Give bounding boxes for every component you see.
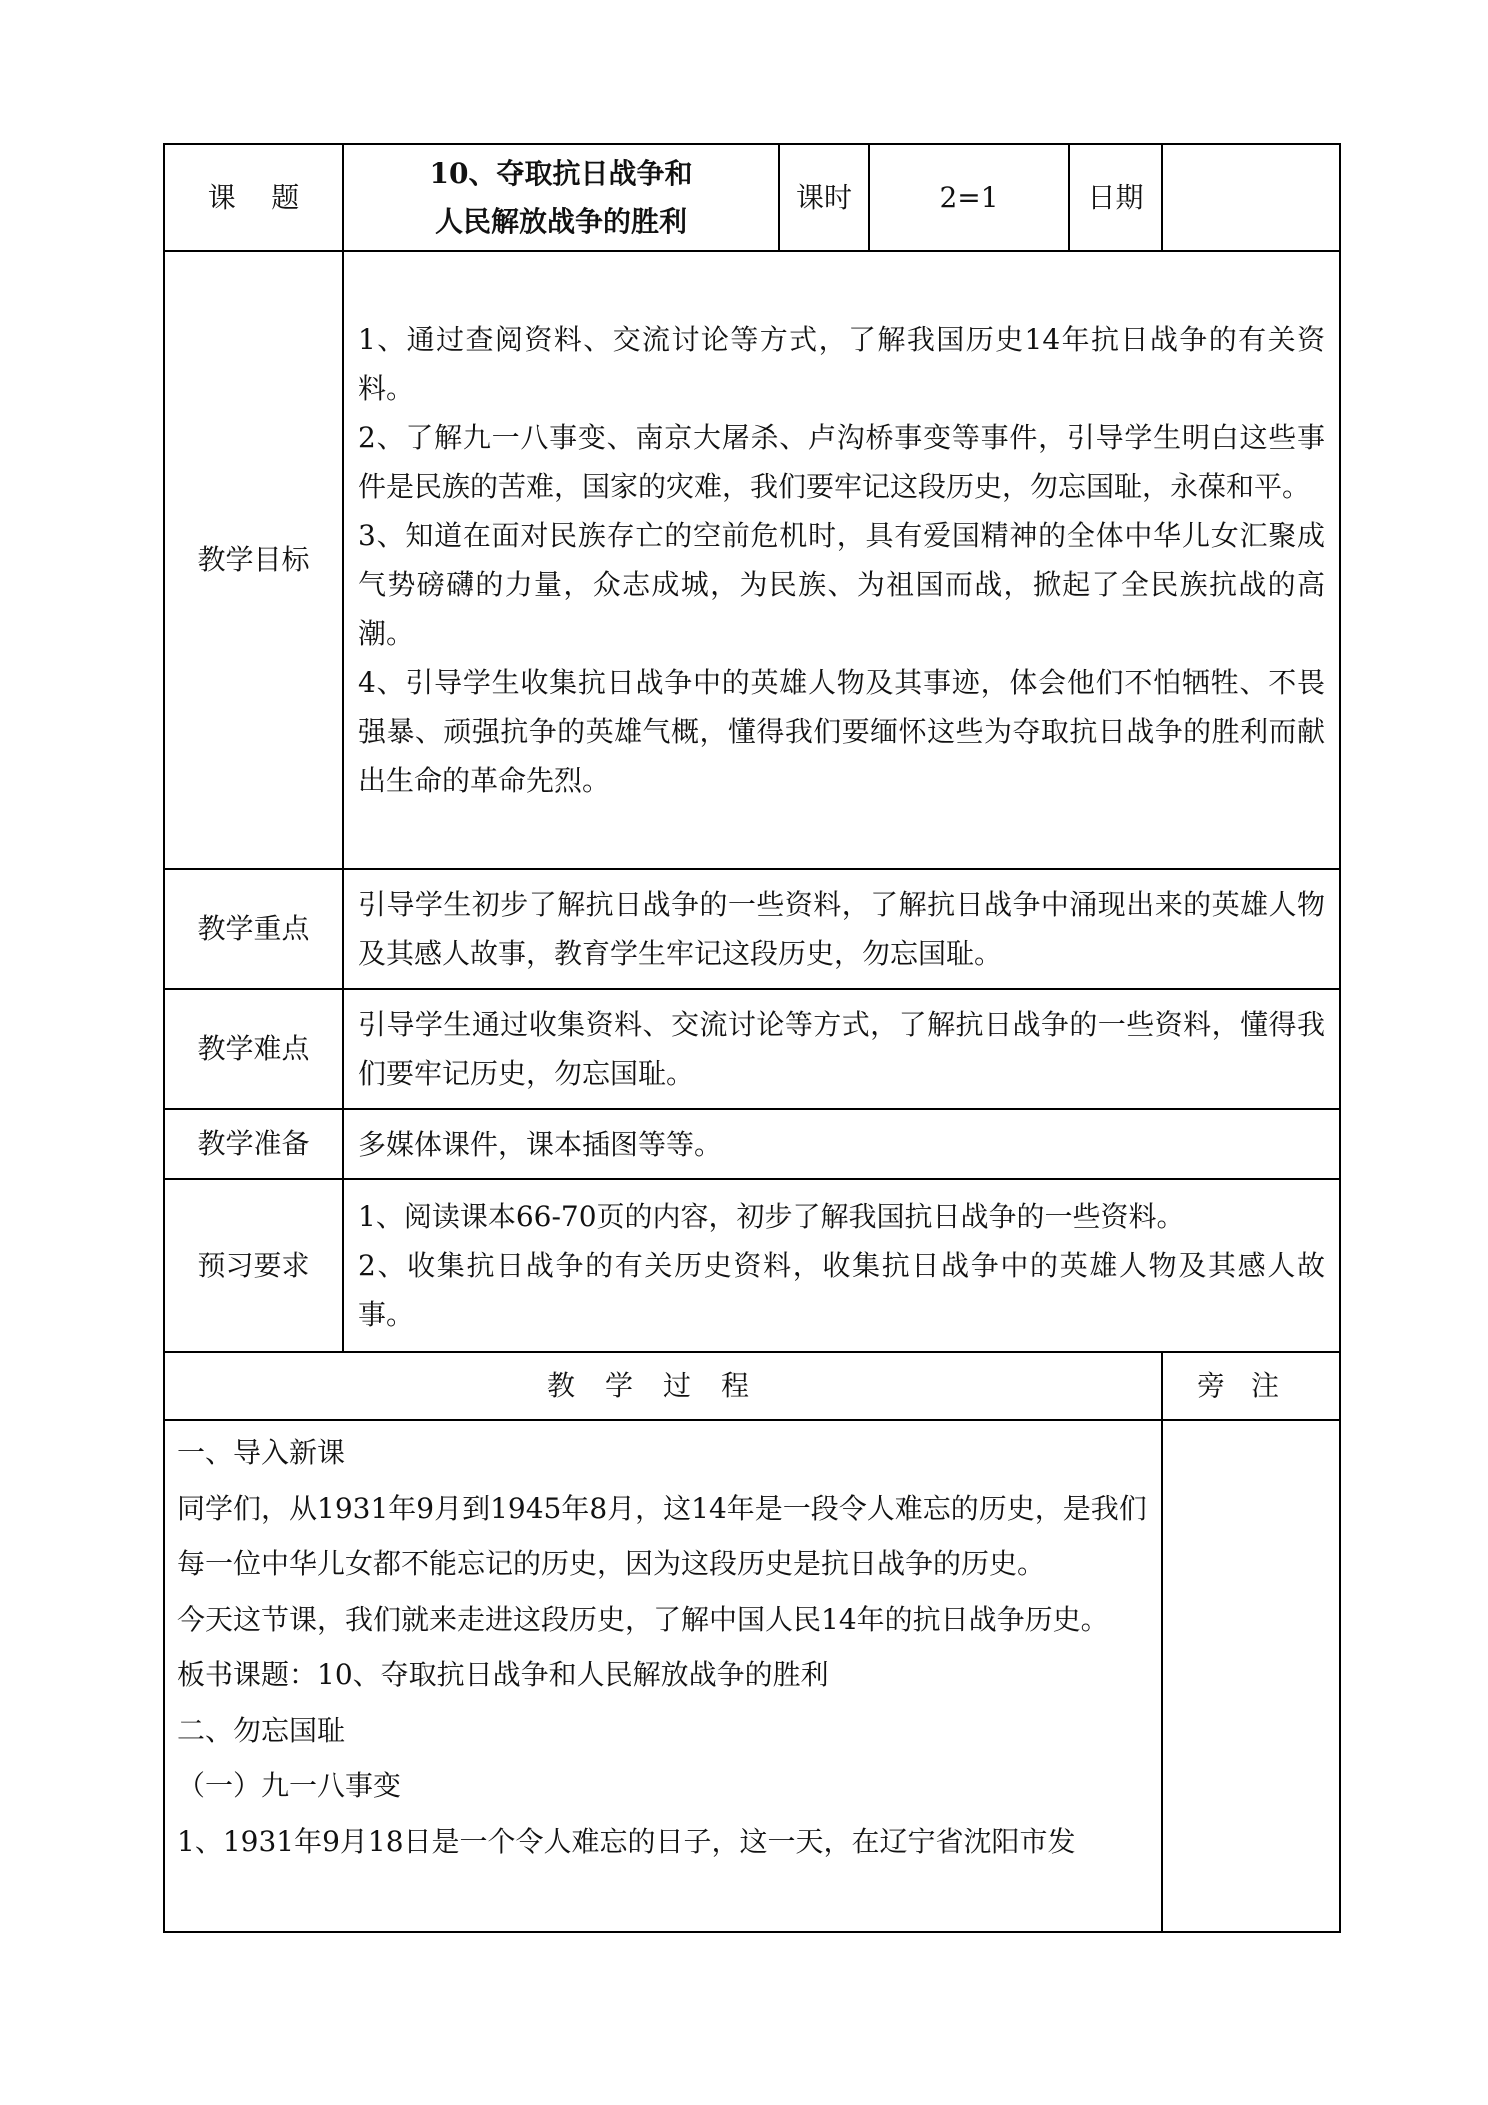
period-value: 2=1 (869, 144, 1069, 251)
lesson-title (343, 144, 779, 251)
process-heading: 教学过程 (164, 1352, 1162, 1420)
difficulties-row (164, 989, 1340, 1109)
header-row (164, 144, 1340, 251)
date-value (1162, 144, 1340, 251)
lesson-plan-table (163, 143, 1341, 1933)
process-line: 1、1931年9月18日是一个令人难忘的日子，这一天，在辽宁省沈阳市发 (177, 1824, 1076, 1858)
preparation-content: 多媒体课件，课本插图等等。 (343, 1109, 1340, 1179)
key-points-label: 教学重点 (164, 869, 343, 989)
period-label: 课时 (779, 144, 869, 251)
process-line: 一、导入新课 (177, 1436, 346, 1469)
difficulties-label: 教学难点 (164, 989, 343, 1109)
preparation-row (164, 1109, 1340, 1179)
side-notes-content (1162, 1420, 1340, 1932)
key-points-content: 引导学生初步了解抗日战争的一些资料，了解抗日战争中涌现出来的英雄人物及其感人故事，教育学生牢记这段历史，勿忘国耻。 (343, 869, 1340, 989)
key-points-row (164, 869, 1340, 989)
objective-item: 4、引导学生收集抗日战争中的英雄人物及其事迹，体会他们不怕牺牲、不畏强暴、顽强抗争的英雄气概，懂得我们要缅怀这些为夺取抗日战争的胜利而献出生命的革命先烈。 (358, 666, 1325, 797)
preview-row (164, 1179, 1340, 1352)
preparation-label: 教学准备 (164, 1109, 343, 1179)
process-line: 同学们，从1931年9月到1945年8月，这14年是一段令人难忘的历史，是我们每一位中华儿女都不能忘记的历史，因为这段历史是抗日战争的历史。 (177, 1491, 1147, 1580)
topic-label: 课 题 (164, 144, 343, 251)
difficulties-content: 引导学生通过收集资料、交流讨论等方式，了解抗日战争的一些资料，懂得我们要牢记历史，勿忘国耻。 (343, 989, 1340, 1109)
lesson-title-line-2: 人民解放战争的胜利 (434, 204, 687, 238)
process-line: 板书课题：10、夺取抗日战争和人民解放战争的胜利 (177, 1658, 829, 1691)
preview-content (343, 1179, 1340, 1352)
objectives-content (343, 251, 1340, 869)
process-content (164, 1420, 1162, 1932)
process-line: 二、勿忘国耻 (177, 1713, 346, 1747)
objective-item: 2、了解九一八事变、南京大屠杀、卢沟桥事变等事件，引导学生明白这些事件是民族的苦难，国家的灾难，我们要牢记这段历史，勿忘国耻，永葆和平。 (358, 421, 1325, 503)
process-header-row (164, 1352, 1340, 1420)
preview-label: 预习要求 (164, 1179, 343, 1352)
preview-item: 1、阅读课本66-70页的内容，初步了解我国抗日战争的一些资料。 (358, 1200, 1185, 1233)
preview-item: 2、收集抗日战争的有关历史资料，收集抗日战争中的英雄人物及其感人故事。 (358, 1249, 1325, 1331)
objectives-label: 教学目标 (164, 251, 343, 869)
date-label: 日期 (1069, 144, 1162, 251)
objective-item: 1、通过查阅资料、交流讨论等方式，了解我国历史14年抗日战争的有关资料。 (358, 323, 1325, 405)
process-line: （一）九一八事变 (177, 1769, 402, 1802)
lesson-title-line-1: 10、夺取抗日战争和 (429, 156, 693, 190)
process-line: 今天这节课，我们就来走进这段历史，了解中国人民14年的抗日战争历史。 (177, 1602, 1109, 1636)
objective-item: 3、知道在面对民族存亡的空前危机时，具有爱国精神的全体中华儿女汇聚成气势磅礴的力量，众志成城，为民族、为祖国而战，掀起了全民族抗战的高潮。 (358, 519, 1325, 650)
objectives-row (164, 251, 1340, 869)
side-notes-heading: 旁注 (1162, 1352, 1340, 1420)
process-body-row (164, 1420, 1340, 1932)
